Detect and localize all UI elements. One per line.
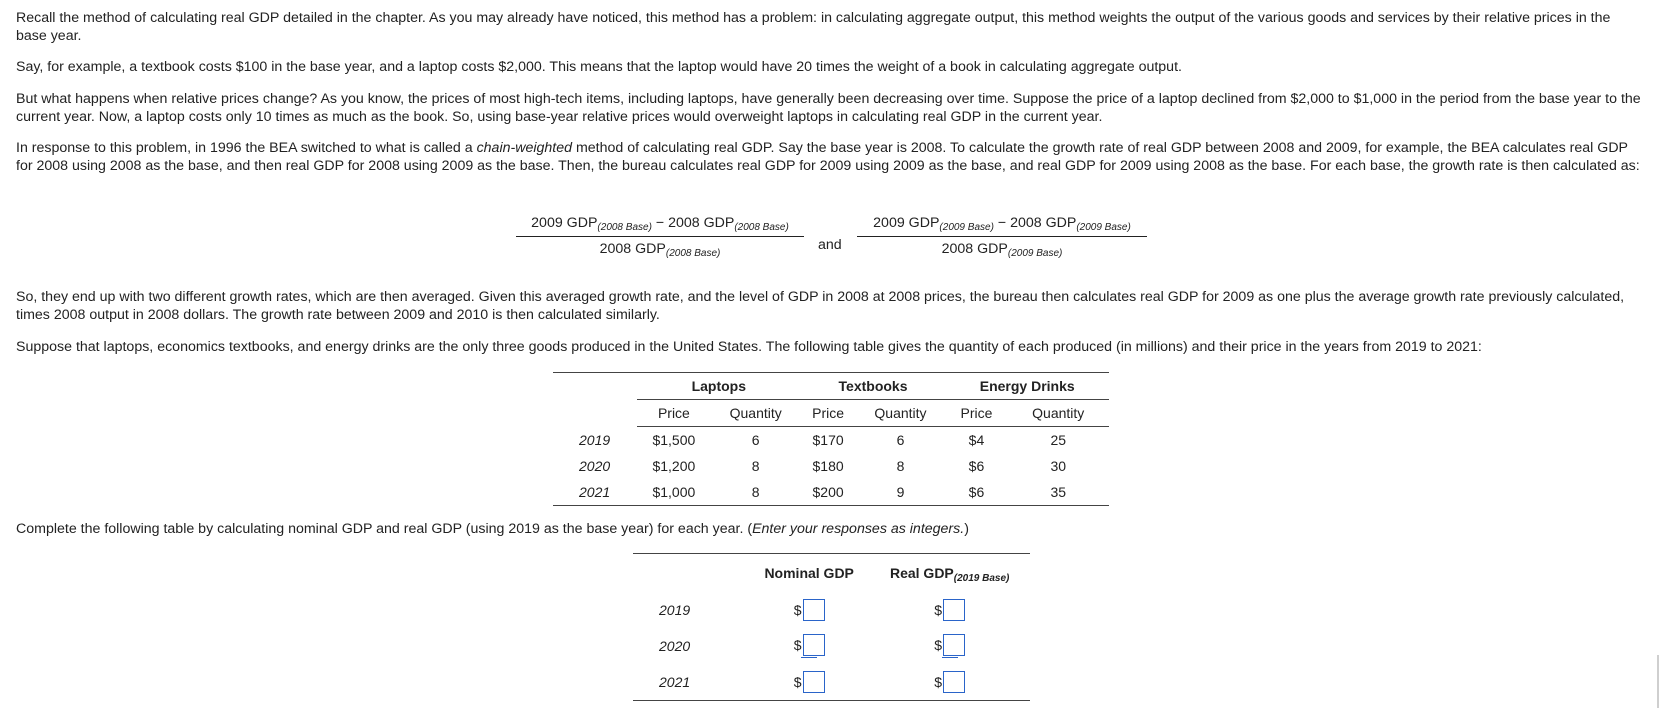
answer-row xyxy=(633,628,1030,664)
dollar-sign: $ xyxy=(934,602,943,618)
table-cell: 25 xyxy=(1050,432,1067,448)
sub-header-row xyxy=(553,400,1109,427)
dollar-sign: $ xyxy=(934,637,943,653)
row-year: 2020 xyxy=(659,638,691,654)
table-cell: 8 xyxy=(896,458,905,474)
column-header: Quantity xyxy=(856,400,946,427)
formula-and: and xyxy=(818,237,842,253)
header-real-gdp-label: Real GDP xyxy=(889,565,954,581)
goods-table xyxy=(553,372,1109,506)
nominal-gdp-input-2021[interactable] xyxy=(803,671,825,693)
header-real-gdp-subscript: (2019 Base) xyxy=(953,573,1010,584)
table-cell: $1,200 xyxy=(652,458,696,474)
table-cell: 8 xyxy=(751,484,760,500)
formula-term: 2009 GDP xyxy=(531,215,598,231)
growth-formula-2009-base xyxy=(857,215,1147,257)
input-underline xyxy=(801,657,817,658)
table-cell: $170 xyxy=(812,432,844,448)
fraction-bar xyxy=(516,236,804,237)
table-cell: $200 xyxy=(812,484,844,500)
dollar-sign: $ xyxy=(793,674,802,690)
fraction-bar xyxy=(857,236,1147,237)
answer-header-row xyxy=(633,554,1030,593)
formula-term: 2008 GDP xyxy=(1010,215,1077,231)
table-cell: 30 xyxy=(1050,458,1067,474)
real-cell xyxy=(869,592,1030,628)
table-cell: 6 xyxy=(896,432,905,448)
header-nominal-gdp: Nominal GDP xyxy=(764,565,854,581)
goods-intro-paragraph: Suppose that laptops, economics textbooks, and energy drinks are the only three goods produced in the United States. The following table gives the quantity of each produced (in millions) and their price in the years from 2019 to 2021: xyxy=(16,339,1482,355)
formula-subscript: (2009 Base) xyxy=(939,222,994,233)
table-cell: $6 xyxy=(968,458,985,474)
chain-text-pre: In response to this problem, in 1996 the BEA switched to what is called a xyxy=(16,140,477,156)
table-cell: $180 xyxy=(812,458,844,474)
table-cell: 9 xyxy=(896,484,905,500)
real-gdp-input-2021[interactable] xyxy=(943,671,965,693)
formula-subscript: (2008 Base) xyxy=(597,222,652,233)
answer-row xyxy=(633,664,1030,701)
relative-prices-paragraph: But what happens when relative prices change? As you know, the prices of most high-tech items, including laptops, have generally been decreasing over time. Suppose the price of a laptop declined from $2,000 to $1,000 in the period from the base year to the current year. Now, a laptop costs only 10 times as much as the book. So, using base-year relative prices would overweight laptops in calculating real GDP in the current year. xyxy=(16,91,1641,125)
row-year: 2021 xyxy=(659,674,691,690)
intro-paragraph: Recall the method of calculating real GDP detailed in the chapter. As you may already have noticed, this method has a problem: in calculating aggregate output, this method weights the output of the various goods and services by their relative prices in the base year. xyxy=(16,10,1611,44)
example-paragraph: Say, for example, a textbook costs $100 in the base year, and a laptop costs $2,000. This means that the laptop would have 20 times the weight of a book in calculating aggregate output. xyxy=(16,59,1182,75)
real-cell xyxy=(869,664,1030,701)
nominal-cell xyxy=(749,592,869,628)
formula-term: 2008 GDP xyxy=(941,241,1008,257)
table-cell: 8 xyxy=(751,458,760,474)
dollar-sign: $ xyxy=(793,602,802,618)
formula-term: 2009 GDP xyxy=(873,215,940,231)
group-header-laptops: Laptops xyxy=(637,373,801,400)
formula-subscript: (2008 Base) xyxy=(665,248,721,259)
row-year: 2019 xyxy=(659,602,691,618)
column-header: Price xyxy=(945,400,1007,427)
column-header: Price xyxy=(637,400,711,427)
group-header-row xyxy=(553,373,1109,400)
chain-text-post: method of calculating real GDP. Say the base year is 2008. To calculate the growth rate of real GDP between 2008 and 2009, for example, the BEA calculates real GDP for 2008 using 2008 as the base, and then real GDP for 2008 using 2009 as the base. Then, the bureau calculates real GDP for 2009 using 2009 as the base, and real GDP for 2009 using 2008 as the base. For each base, the growth rate is then calculated as: xyxy=(16,140,1640,174)
minus-sign: − xyxy=(993,215,1011,231)
table-cell: $4 xyxy=(968,432,985,448)
growth-formula-2008-base xyxy=(516,215,804,257)
table-row xyxy=(553,453,1109,479)
column-header: Quantity xyxy=(1007,400,1109,427)
nominal-gdp-input-2020[interactable] xyxy=(803,634,825,656)
instruction-em: Enter your responses as integers. xyxy=(752,521,965,537)
group-header-textbooks: Textbooks xyxy=(801,373,946,400)
formula-term: 2008 GDP xyxy=(599,241,666,257)
column-header: Quantity xyxy=(711,400,801,427)
instruction-post: ) xyxy=(964,521,969,537)
column-header: Price xyxy=(801,400,856,427)
instruction-pre: Complete the following table by calculating nominal GDP and real GDP (using 2019 as the base year) for each year. ( xyxy=(16,521,753,537)
minus-sign: − xyxy=(651,215,669,231)
nominal-cell xyxy=(749,664,869,701)
real-gdp-input-2019[interactable] xyxy=(943,599,965,621)
formula-subscript: (2009 Base) xyxy=(1076,222,1131,233)
table-cell: $6 xyxy=(968,484,985,500)
table-row xyxy=(553,479,1109,506)
formula-subscript: (2009 Base) xyxy=(1007,248,1063,259)
real-gdp-input-2020[interactable] xyxy=(943,634,965,656)
table-cell: 6 xyxy=(751,432,760,448)
row-year: 2019 xyxy=(579,431,611,448)
formula-term: 2008 GDP xyxy=(668,215,735,231)
answer-row xyxy=(633,592,1030,628)
table-cell: $1,500 xyxy=(652,432,696,448)
table-cell: 35 xyxy=(1050,484,1067,500)
averaging-paragraph: So, they end up with two different growth rates, which are then averaged. Given this averaged growth rate, and the level of GDP in 2008 at 2008 prices, the bureau then calculates real GDP for 2009 as one plus the average growth rate previously calculated, times 2008 output in 2008 dollars. The growth rate between 2009 and 2010 is then calculated similarly. xyxy=(16,289,1625,323)
nominal-gdp-input-2019[interactable] xyxy=(803,599,825,621)
group-header-energy-drinks: Energy Drinks xyxy=(945,373,1109,400)
table-row xyxy=(553,427,1109,454)
formula-subscript: (2008 Base) xyxy=(734,222,789,233)
real-cell xyxy=(869,628,1030,664)
nominal-cell xyxy=(749,628,869,664)
row-year: 2020 xyxy=(579,458,611,474)
answer-table xyxy=(633,553,1030,701)
input-underline xyxy=(942,657,958,658)
chain-text-em: chain-weighted xyxy=(476,140,573,156)
row-year: 2021 xyxy=(579,484,611,500)
dollar-sign: $ xyxy=(934,674,943,690)
instruction-paragraph xyxy=(16,520,1645,538)
chain-weighted-paragraph xyxy=(16,139,1645,175)
dollar-sign: $ xyxy=(793,637,802,653)
table-cell: $1,000 xyxy=(652,484,696,500)
header-real-gdp xyxy=(869,554,1030,593)
